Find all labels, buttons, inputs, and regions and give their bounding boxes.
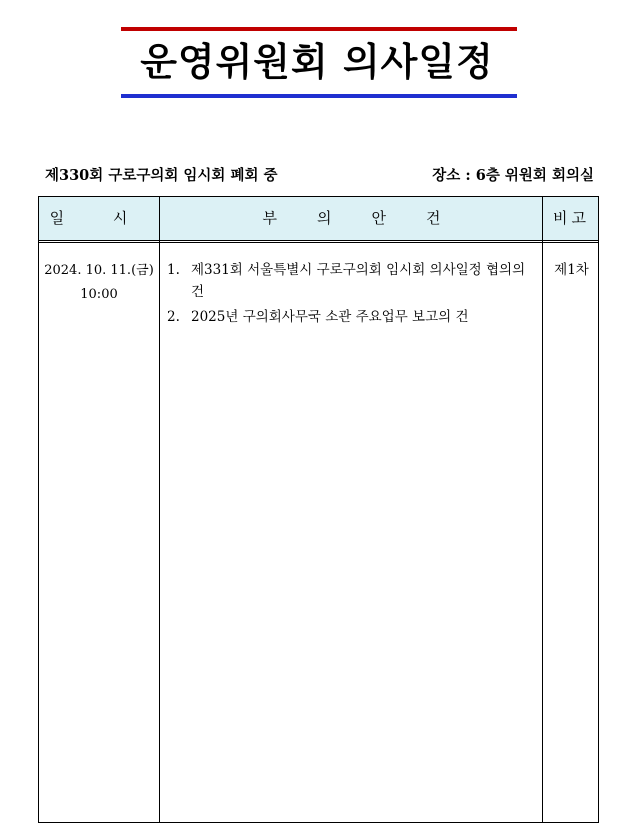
session-info: 제330회 구로구의회 임시회 폐회 중 [45, 167, 278, 184]
row-datetime [39, 259, 159, 307]
column-divider [159, 197, 160, 822]
row-date: 2024. 10. 11.(금) [44, 263, 154, 278]
agenda-item-text: 제331회 서울특별시 구로구의회 임시회 의사일정 협의의 건 [191, 262, 526, 300]
title-top-rule [121, 27, 517, 31]
agenda-item [167, 259, 539, 303]
title-bottom-rule [121, 94, 517, 98]
agenda-item [167, 306, 539, 328]
venue-info: 장소 : 6층 위원회 회의실 [432, 167, 594, 184]
page-title: 운영위원회 의사일정 [140, 40, 494, 84]
table-header [39, 197, 598, 241]
column-divider [542, 197, 543, 822]
header-agenda-char: 건 [426, 209, 441, 227]
row-time: 10:00 [80, 287, 118, 302]
agenda-list [167, 259, 539, 331]
header-date: 일 시 [49, 209, 150, 227]
header-double-rule [39, 240, 598, 243]
agenda-item-text: 2025년 구의회사무국 소관 주요업무 보고의 건 [191, 309, 469, 325]
agenda-item-number: 1. [167, 262, 180, 278]
agenda-item-number: 2. [167, 309, 180, 325]
header-note: 비고 [553, 209, 590, 227]
header-agenda [160, 197, 543, 240]
header-agenda-char: 안 [371, 209, 386, 227]
schedule-table [38, 196, 599, 823]
row-note: 제1차 [554, 262, 589, 278]
header-agenda-char: 의 [317, 209, 332, 227]
header-agenda-char: 부 [262, 209, 277, 227]
